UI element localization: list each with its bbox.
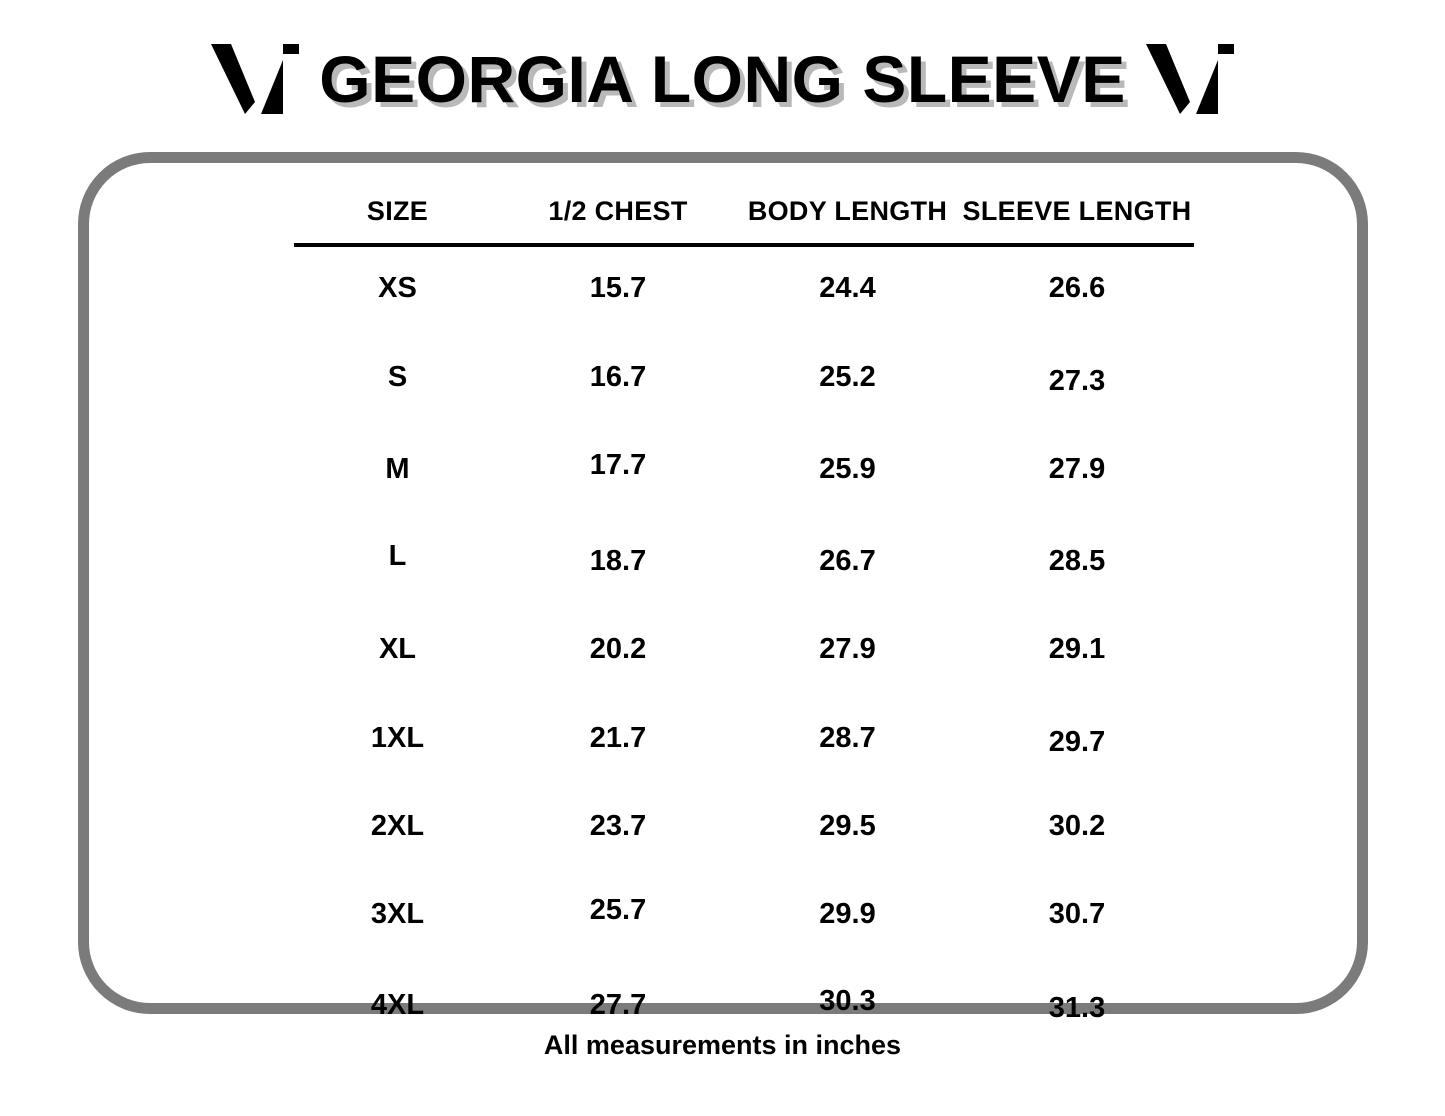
cell-size: XL xyxy=(378,633,417,666)
column-header-sleeve-length: SLEEVE LENGTH xyxy=(962,196,1192,226)
cell-size: L xyxy=(388,540,407,573)
cell-body-length: 30.3 xyxy=(819,985,876,1018)
cell-sleeve-length: 27.9 xyxy=(1048,452,1106,485)
cell-body-length: 25.2 xyxy=(819,360,876,393)
cell-body-length: 29.5 xyxy=(819,810,876,843)
cell-half-chest: 20.2 xyxy=(589,633,647,666)
table-body xyxy=(294,245,1194,1051)
column-header-size: SIZE xyxy=(366,196,429,226)
cell-half-chest: 16.7 xyxy=(589,360,647,393)
table-row xyxy=(294,515,1194,608)
chevron-logo-left-icon xyxy=(209,40,301,118)
cell-size: 1XL xyxy=(370,721,425,754)
table-header xyxy=(294,189,1194,245)
cell-half-chest: 23.7 xyxy=(589,810,647,843)
cell-size: 2XL xyxy=(370,810,425,843)
cell-size: XS xyxy=(378,272,417,305)
cell-sleeve-length: 30.7 xyxy=(1048,897,1106,930)
cell-body-length: 28.7 xyxy=(819,721,876,754)
cell-sleeve-length: 30.2 xyxy=(1048,810,1106,843)
cell-body-length: 27.9 xyxy=(819,633,876,666)
cell-body-length: 24.4 xyxy=(819,272,876,305)
cell-size: M xyxy=(385,452,410,485)
cell-body-length: 29.9 xyxy=(819,897,876,930)
cell-size: 3XL xyxy=(370,897,425,930)
table-row xyxy=(294,608,1194,692)
cell-size: 4XL xyxy=(370,988,425,1021)
cell-half-chest: 27.7 xyxy=(589,988,647,1021)
cell-sleeve-length: 31.3 xyxy=(1048,992,1106,1025)
page-title: GEORGIA LONG SLEEVE xyxy=(319,42,1126,116)
table-row xyxy=(294,785,1194,869)
cell-sleeve-length: 27.3 xyxy=(1048,365,1106,398)
table-row xyxy=(294,692,1194,785)
size-chart-table xyxy=(294,189,1194,1051)
cell-body-length: 25.9 xyxy=(819,452,876,485)
cell-half-chest: 18.7 xyxy=(589,544,647,577)
column-header-half-chest: 1/2 CHEST xyxy=(548,196,688,226)
cell-half-chest: 15.7 xyxy=(589,272,647,305)
size-chart-card xyxy=(78,152,1368,1025)
cell-body-length: 26.7 xyxy=(819,544,876,577)
cell-sleeve-length: 29.1 xyxy=(1048,633,1106,666)
table-row xyxy=(294,424,1194,515)
cell-half-chest: 21.7 xyxy=(589,721,647,754)
cell-sleeve-length: 28.5 xyxy=(1048,544,1106,577)
cell-half-chest: 25.7 xyxy=(589,894,647,927)
table-row xyxy=(294,869,1194,960)
column-header-body-length: BODY LENGTH xyxy=(747,196,948,226)
table-header-row xyxy=(294,189,1194,245)
table-row xyxy=(294,331,1194,424)
measurement-note: All measurements in inches xyxy=(543,1030,902,1060)
cell-sleeve-length: 29.7 xyxy=(1048,726,1106,759)
table-row xyxy=(294,245,1194,331)
cell-half-chest: 17.7 xyxy=(589,449,647,482)
chevron-logo-right-icon xyxy=(1144,40,1236,118)
size-chart-table-wrapper xyxy=(294,189,1194,1051)
cell-sleeve-length: 26.6 xyxy=(1048,272,1106,305)
page-header xyxy=(0,0,1445,140)
cell-size: S xyxy=(387,360,408,393)
